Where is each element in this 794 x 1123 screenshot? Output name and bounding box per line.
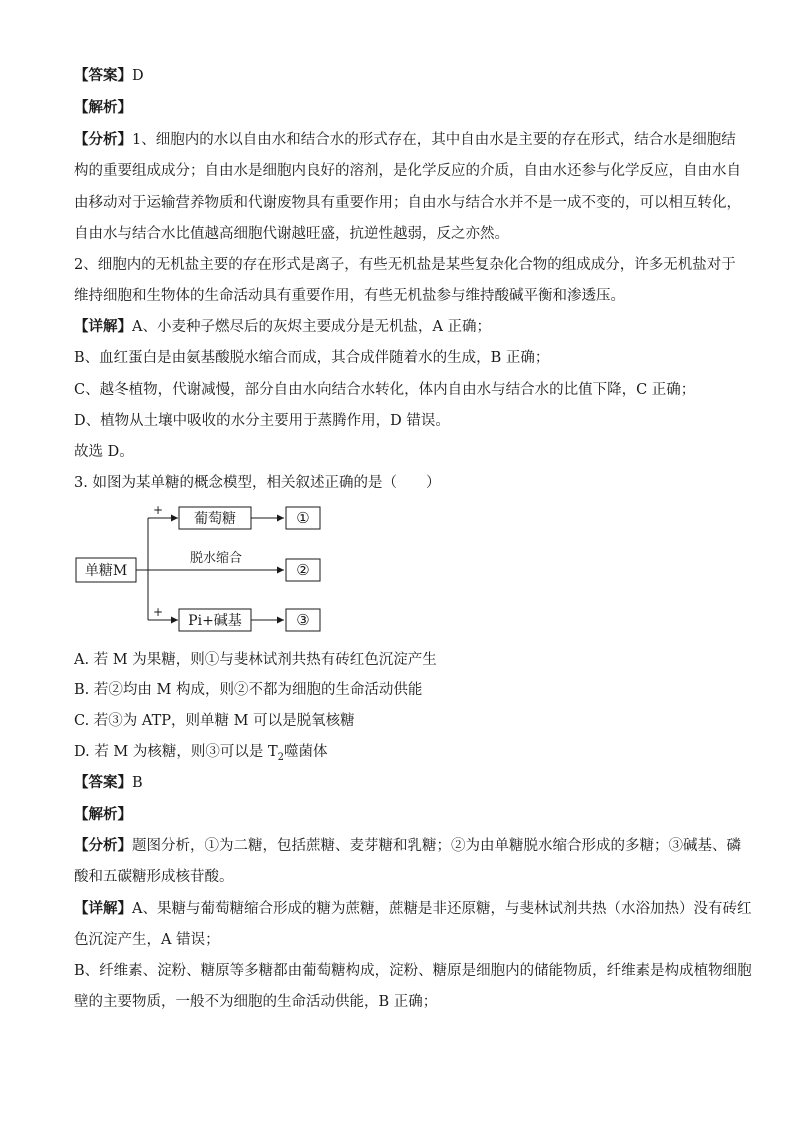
concept-model-diagram bbox=[74, 502, 334, 640]
plus-sign-bottom: + bbox=[153, 605, 164, 619]
option-a: A. 若 M 为果糖，则①与斐林试剂共热有砖红色沉淀产生 bbox=[74, 652, 437, 668]
xiangjie-text: A、小麦种子燃尽后的灰烬主要成分是无机盐，A 正确； bbox=[132, 319, 492, 335]
xiangjie-line: 色沉淀产生，A 错误； bbox=[74, 932, 220, 948]
glucose-label: 葡萄糖 bbox=[194, 511, 236, 527]
xiangjie-line: 壁的主要物质，一般不为细胞的生命活动供能，B 正确； bbox=[74, 994, 438, 1010]
xiangjie-line: B、纤维素、淀粉、糖原等多糖都由葡萄糖构成，淀粉、糖原是细胞内的储能物质，纤维素是构成植物细胞 bbox=[74, 963, 752, 979]
fenxi-line: 酸和五碳糖形成核苷酸。 bbox=[74, 869, 234, 885]
output-label-1: ① bbox=[296, 509, 310, 527]
option-d-tail: 噬菌体 bbox=[284, 744, 328, 760]
analysis-label: 【解析】 bbox=[74, 806, 132, 823]
xiangjie-line: B、血红蛋白是由氨基酸脱水缩合而成，其合成伴随着水的生成，B 正确； bbox=[74, 350, 550, 366]
fenxi-line: 维持细胞和生物体的生命活动具有重要作用，有些无机盐参与维持酸碱平衡和渗透压。 bbox=[74, 288, 625, 304]
option-d bbox=[74, 742, 328, 768]
analysis-label: 【解析】 bbox=[74, 99, 132, 116]
answer-label: 【答案】 bbox=[74, 774, 132, 791]
xiangjie-line bbox=[74, 317, 491, 337]
output-label-3: ③ bbox=[296, 611, 310, 629]
plus-sign-top: + bbox=[153, 503, 164, 517]
answer-value: B bbox=[132, 775, 143, 791]
fenxi-line bbox=[74, 130, 736, 150]
conclusion-line: 故选 D。 bbox=[74, 444, 134, 460]
option-b: B. 若②均由 M 构成，则②不都为细胞的生命活动供能 bbox=[74, 682, 423, 698]
option-c: C. 若③为 ATP，则单糖 M 可以是脱氧核糖 bbox=[74, 713, 355, 729]
answer-value: D bbox=[132, 68, 144, 84]
option-d-subscript: 2 bbox=[277, 751, 285, 763]
xiangjie-line: D、植物从土壤中吸收的水分主要用于蒸腾作用，D 错误。 bbox=[74, 413, 450, 429]
output-label-2: ② bbox=[296, 561, 310, 579]
fenxi-line: 由移动对于运输营养物质和代谢废物具有重要作用；自由水与结合水并不是一成不变的，可以相互转化， bbox=[74, 195, 741, 211]
option-d-text: D. 若 M 为核糖，则③可以是 T bbox=[74, 744, 278, 760]
dehydration-label: 脱水缩合 bbox=[189, 551, 243, 566]
xiangjie-label: 【详解】 bbox=[74, 318, 132, 335]
pi-base-label: Pi+碱基 bbox=[188, 613, 242, 629]
fenxi-line: 2、细胞内的无机盐主要的存在形式是离子，有些无机盐是某些复杂化合物的组成成分，许多无机盐对于 bbox=[74, 257, 736, 273]
fenxi-label: 【分析】 bbox=[74, 131, 132, 148]
xiangjie-line bbox=[74, 899, 751, 919]
answer-line-2 bbox=[74, 773, 143, 793]
source-label: 单糖M bbox=[84, 563, 128, 579]
fenxi-line bbox=[74, 836, 741, 856]
fenxi-line: 自由水与结合水比值越高细胞代谢越旺盛，抗逆性越弱，反之亦然。 bbox=[74, 226, 509, 242]
fenxi-line: 构的重要组成成分；自由水是细胞内良好的溶剂，是化学反应的介质，自由水还参与化学反应，自由水自 bbox=[74, 163, 741, 179]
fenxi-text: 题图分析，①为二糖，包括蔗糖、麦芽糖和乳糖；②为由单糖脱水缩合形成的多糖；③碱基、磷 bbox=[132, 838, 741, 854]
fenxi-label: 【分析】 bbox=[74, 837, 132, 854]
xiangjie-label: 【详解】 bbox=[74, 900, 132, 917]
fenxi-text: 1、细胞内的水以自由水和结合水的形式存在，其中自由水是主要的存在形式，结合水是细胞结 bbox=[132, 132, 736, 148]
xiangjie-text: A、果糖与葡萄糖缩合形成的糖为蔗糖，蔗糖是非还原糖，与斐林试剂共热（水浴加热）没有砖红 bbox=[132, 901, 752, 917]
question-stem: 3. 如图为某单糖的概念模型，相关叙述正确的是（ ） bbox=[74, 475, 441, 491]
xiangjie-line: C、越冬植物，代谢减慢，部分自由水向结合水转化，体内自由水与结合水的比值下降，C 正确； bbox=[74, 382, 696, 398]
answer-label: 【答案】 bbox=[74, 67, 132, 84]
answer-line-1 bbox=[74, 66, 144, 86]
